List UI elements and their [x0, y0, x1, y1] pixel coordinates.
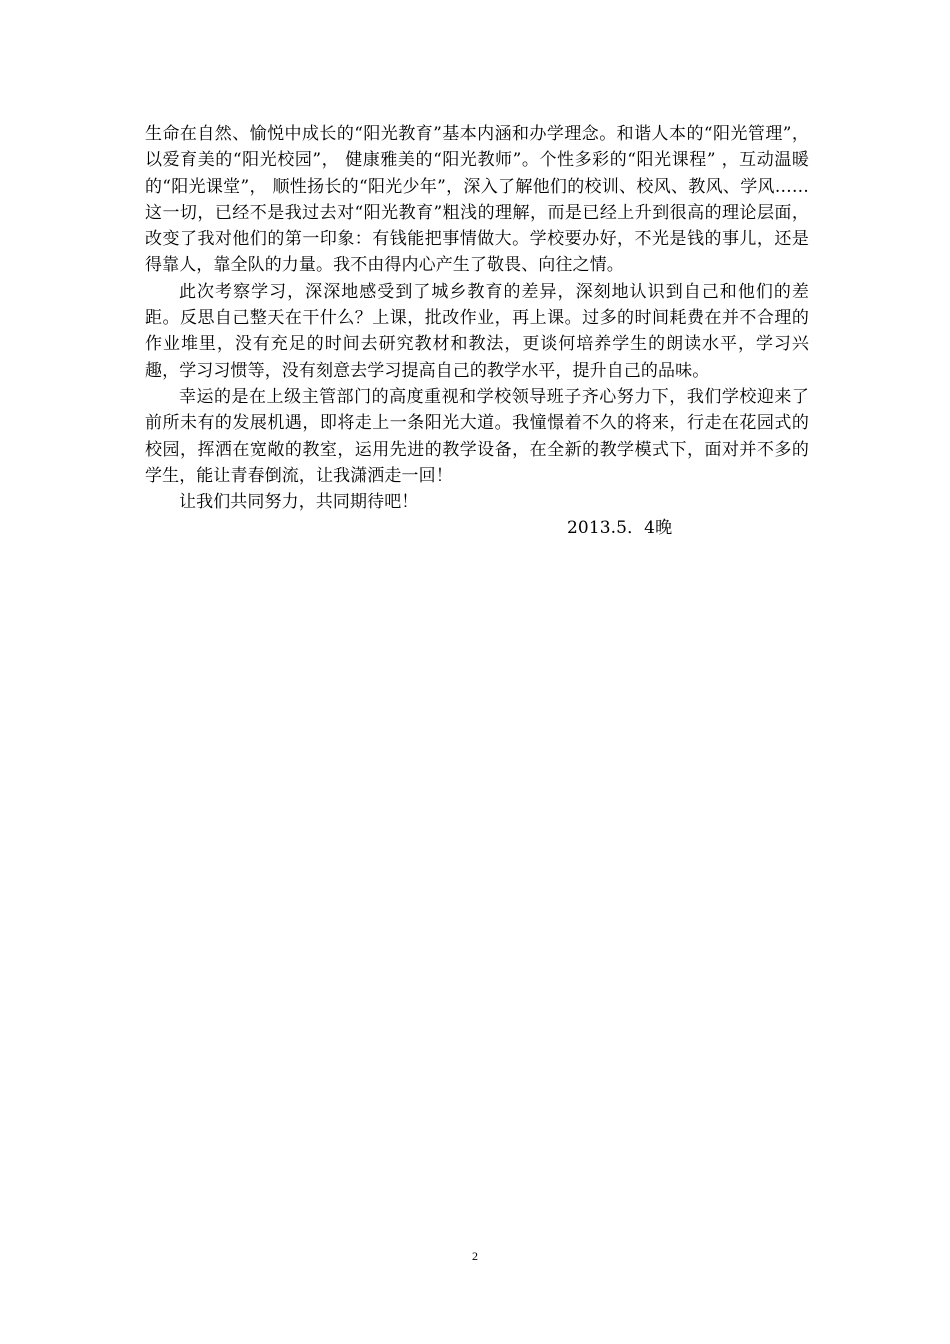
page-number: 2	[472, 1249, 478, 1263]
document-body	[145, 121, 809, 542]
paragraph-closing: 让我们共同努力，共同期待吧！	[179, 492, 419, 513]
paragraph-hope: 幸运的是在上级主管部门的高度重视和学校领导班子齐心努力下，我们学校迎来了前所未有的发展机遇，即将走上一条阳光大道。我憧憬着不久的将来，行走在花园式的校园，挥洒在宽敞的教室，运用先进的教学设备，在全新的教学模式下，面对并不多的学生，能让青春倒流，让我潇洒走一回！	[145, 386, 809, 486]
paragraph-reflection: 此次考察学习，深深地感受到了城乡教育的差异，深刻地认识到自己和他们的差距。反思自己整天在干什么？上课，批改作业，再上课。过多的时间耗费在并不合理的作业堆里，没有充足的时间去研究教材和教法，更谈何培养学生的朗读水平，学习兴趣，学习习惯等，没有刻意去学习提高自己的教学水平，提升自己的品味。	[145, 281, 809, 381]
date-signature: 2013.5．4晚	[567, 518, 673, 539]
paragraph-continued: 生命在自然、愉悦中成长的“阳光教育”基本内涵和办学理念。和谐人本的“阳光管理”， 以爱育美的“阳光校园”， 健康雅美的“阳光教师”。个性多彩的“阳光课程” ，互动温暖的“阳光课堂”， 顺性扬长的“阳光少年”，深入了解他们的校训、校风、教风、学风……这一切，已经不是我过去对“阳光教育”粗浅的理解，而是已经上升到很高的理论层面，改变了我对他们的第一印象：有钱能把事情做大。学校要办好，不光是钱的事儿，还是得靠人，靠全队的力量。我不由得内心产生了敬畏、向往之情。	[145, 124, 809, 276]
